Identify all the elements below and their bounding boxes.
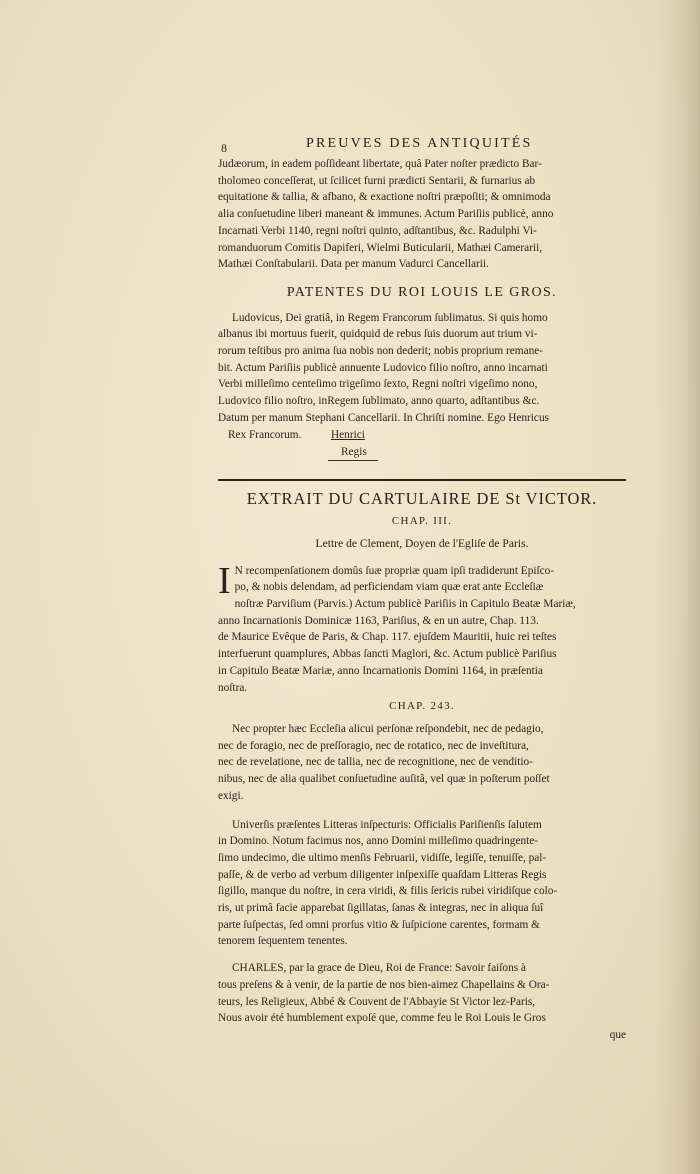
signature-regis: Regis: [341, 445, 367, 458]
text-line: exigi.: [218, 789, 244, 802]
text-line: paſſe, & de verbo ad verbum diligenter inſpexiſſe quaſdam Litteras Regis: [218, 868, 547, 881]
text-line: nec de revelatione, nec de tallia, nec de recognitione, nec de venditio-: [218, 756, 533, 769]
text-line: po, & nobis delendam, ad perficiendam viam quæ erat ante Eccleſiæ: [234, 581, 544, 594]
text-line: teurs, les Religieux, Abbé & Couvent de l'Abbayie St Victor lez-Paris,: [218, 995, 536, 1008]
text-line: nibus, nec de alia qualibet conſuetudine auſitâ, vel quæ in poſterum poſſet: [218, 773, 550, 786]
text-line: ris, ut primâ facie apparebat ſigillatas, ſanas & integras, nec in aliqua ſuî: [218, 902, 544, 915]
text-line: parte ſuſpectas, ſed omni prorſus vitio & ſuſpicione carentes, formam &: [218, 918, 540, 931]
section-heading-patentes: PATENTES DU ROI LOUIS LE GROS.: [286, 284, 558, 300]
paragraph-nec-propter: [218, 721, 626, 805]
text-line: noſtra.: [218, 681, 248, 694]
catchword: que: [609, 1028, 626, 1041]
section-patentes: [218, 310, 626, 461]
text-line: nec de foragio, nec de preſſoragio, nec de rotatico, nec de inveſtitura,: [218, 739, 529, 752]
text-line: Ludovico filio noſtro, inRegem ſublimato, anno quarto, adſtantibus &c.: [218, 395, 540, 408]
royal-signature: [218, 427, 626, 461]
text-line: equitatione & tallia, & afbano, & exactione noſtri præpoſiti; & omnimoda: [218, 191, 551, 204]
text-line: Ludovicus, Dei gratiâ, in Regem Francorum ſublimatus. Si quis homo: [232, 311, 548, 324]
text-line: CHARLES, par la grace de Dieu, Roi de France: Savoir faiſons à: [232, 962, 526, 975]
page-number: 8: [221, 141, 227, 155]
paragraph-charles: [218, 960, 626, 1044]
text-line: tenorem ſequentem tenentes.: [218, 935, 348, 948]
text-line: Univerſis præſentes Litteras inſpecturis: Officialis Pariſienſis ſalutem: [232, 818, 542, 831]
page-content: [218, 136, 626, 1044]
text-line: in Capitulo Beatæ Mariæ, anno Incarnationis Domini 1164, in præſentia: [218, 664, 543, 677]
text-line: Mathæi Conſtabularii. Data per manum Vadurci Cancellarii.: [218, 258, 489, 271]
text-line: bit. Actum Pariſiis publicè annuente Ludovico filio noſtro, anno incarnati: [218, 361, 548, 374]
running-title: PREUVES DES ANTIQUITÉS: [306, 136, 533, 151]
text-line: N recompenſationem domûs ſuæ propriæ quam ipſi tradiderunt Epiſco-: [234, 564, 555, 577]
text-line: noſtræ Parviſium (Parvis.) Actum publicè Pariſiis in Capitulo Beatæ Mariæ,: [234, 598, 576, 611]
spacer: [218, 805, 626, 817]
text-line: interfuerunt quamplures, Abbas ſancti Maglori, &c. Actum publicè Pariſius: [218, 648, 557, 661]
text-line: de Maurice Evêque de Paris, & Chap. 117. ejuſdem Mauritii, huic rei teſtes: [218, 631, 557, 644]
text-line: tholomeo conceſſerat, ut ſcilicet furni prædicti Sentarii, & furnarius ab: [218, 174, 536, 187]
text-line: Datum per manum Stephani Cancellarii. In Chriſti nomine. Ego Henricus: [218, 411, 549, 424]
text-line: in Domino. Notum facimus nos, anno Domini milleſimo quadringente-: [218, 835, 539, 848]
chapter-heading-243: CHAP. 243.: [389, 700, 455, 713]
text-line: anno Incarnationis Dominicæ 1163, Pariſius, & en un autre, Chap. 113.: [218, 614, 539, 627]
signature-underline: [328, 460, 378, 461]
text-line: Verbi milleſimo centeſimo trigeſimo ſexto, Regni noſtri vigeſimo nono,: [218, 378, 538, 391]
section-judaeorum: [218, 156, 626, 273]
text-line: ſimo undecimo, die ultimo menſis Februarii, vidiſſe, legiſſe, tenuiſſe, pal-: [218, 851, 547, 864]
text-line: albanus ibi mortuus fuerit, quidquid de rebus ſuis duorum aut trium vi-: [218, 328, 538, 341]
running-header: [218, 136, 626, 156]
section-heading-cartulaire: EXTRAIT DU CARTULAIRE DE St VICTOR.: [246, 488, 598, 508]
section-divider: [218, 479, 626, 481]
text-line: Incarnati Verbi 1140, regni noſtri quinto, adſtantibus, &c. Radulphi Vi-: [218, 224, 537, 237]
text-line: romanduorum Comitis Dapiferi, Wielmi Buticularii, Mathæi Camerarii,: [218, 241, 543, 254]
text-line: alia conſuetudine liberi maneant & immunes. Actum Pariſiis publicè, anno: [218, 208, 554, 221]
spacer: [218, 950, 626, 960]
text-line: Nous avoir été humblement expoſé que, comme feu le Roi Louis le Gros: [218, 1012, 546, 1025]
page-gutter-shadow: [654, 0, 700, 1174]
signature-name: Henrici: [331, 428, 365, 441]
text-line: tous preſens & à venir, de la partie de nos bien-aimez Chapellains & Ora-: [218, 978, 550, 991]
text-line: rorum teſtibus pro anima ſua nobis non dederit; nobis proprium remane-: [218, 345, 544, 358]
paragraph-universis: [218, 817, 626, 951]
text-line: Judæorum, in eadem poſſideant libertate, quâ Pater noſter prædicto Bar-: [218, 158, 542, 170]
text-line: ſigillo, manque du noſtre, in cera viridi, & filis ſericis rubei viridiſque colo-: [218, 885, 558, 898]
drop-capital: I: [218, 559, 231, 602]
chapter-heading: CHAP. III.: [391, 515, 453, 528]
paragraph-recompensationem: [218, 559, 626, 697]
text-line: Nec propter hæc Eccleſia alicui perſonæ reſpondebit, nec de pedagio,: [232, 722, 544, 735]
signature-text: Rex Francorum.: [228, 428, 302, 441]
letter-heading: Lettre de Clement, Doyen de l'Egliſe de Paris.: [315, 536, 529, 550]
